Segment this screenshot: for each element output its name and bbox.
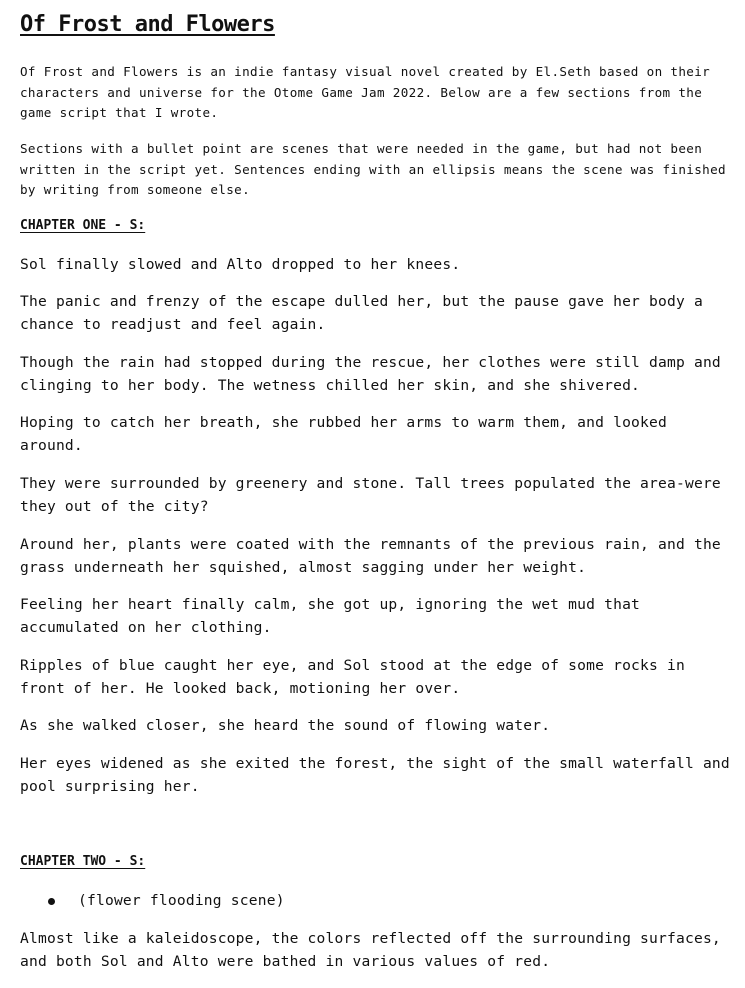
chapter-one-heading: CHAPTER ONE - S: xyxy=(20,218,146,233)
chapter-one-paragraph: Ripples of blue caught her eye, and Sol stood at the edge of some rocks in front of her. He looked back, motioning her over. xyxy=(20,657,685,697)
bullet-icon xyxy=(48,898,55,905)
chapter-one-paragraph: As she walked closer, she heard the sound of flowing water. xyxy=(20,717,551,734)
chapter-one-paragraph: The panic and frenzy of the escape dulled her, but the pause gave her body a chance to readjust and feel again. xyxy=(20,293,703,333)
document-title: Of Frost and Flowers xyxy=(20,12,275,37)
bullet-text: (flower flooding scene) xyxy=(78,892,285,909)
intro-paragraph: Of Frost and Flowers is an indie fantasy visual novel created by El.Seth based on their characters and universe for the Otome Game Jam 2022. Below are a few sections from the game script that I wrote. xyxy=(20,64,711,120)
chapter-two-paragraph: Almost like a kaleidoscope, the colors reflected off the surrounding surfaces, and both Sol and Alto were bathed in various values of red. xyxy=(20,930,721,970)
chapter-one-paragraph: Feeling her heart finally calm, she got up, ignoring the wet mud that accumulated on her clothing. xyxy=(20,596,641,636)
chapter-one-paragraph: They were surrounded by greenery and stone. Tall trees populated the area-were they out of the city? xyxy=(20,475,721,515)
chapter-one-paragraph: Her eyes widened as she exited the forest, the sight of the small waterfall and pool surprising her. xyxy=(20,755,730,795)
chapter-one-paragraph: Hoping to catch her breath, she rubbed her arms to warm them, and looked around. xyxy=(20,414,668,454)
chapter-one-paragraph: Around her, plants were coated with the remnants of the previous rain, and the grass underneath her squished, almost sagging under her weight. xyxy=(20,536,721,576)
chapter-one-paragraph: Sol finally slowed and Alto dropped to her knees. xyxy=(20,256,461,273)
list-item xyxy=(44,890,285,912)
chapter-one-paragraph: Though the rain had stopped during the rescue, her clothes were still damp and clinging to her body. The wetness chilled her skin, and she shivered. xyxy=(20,354,721,394)
intro-paragraph: Sections with a bullet point are scenes that were needed in the game, but had not been written in the script yet. Sentences ending with an ellipsis means the scene was finished by writing from someone else. xyxy=(20,141,726,197)
chapter-two-heading: CHAPTER TWO - S: xyxy=(20,854,146,869)
scene-bullet-list xyxy=(44,890,285,912)
